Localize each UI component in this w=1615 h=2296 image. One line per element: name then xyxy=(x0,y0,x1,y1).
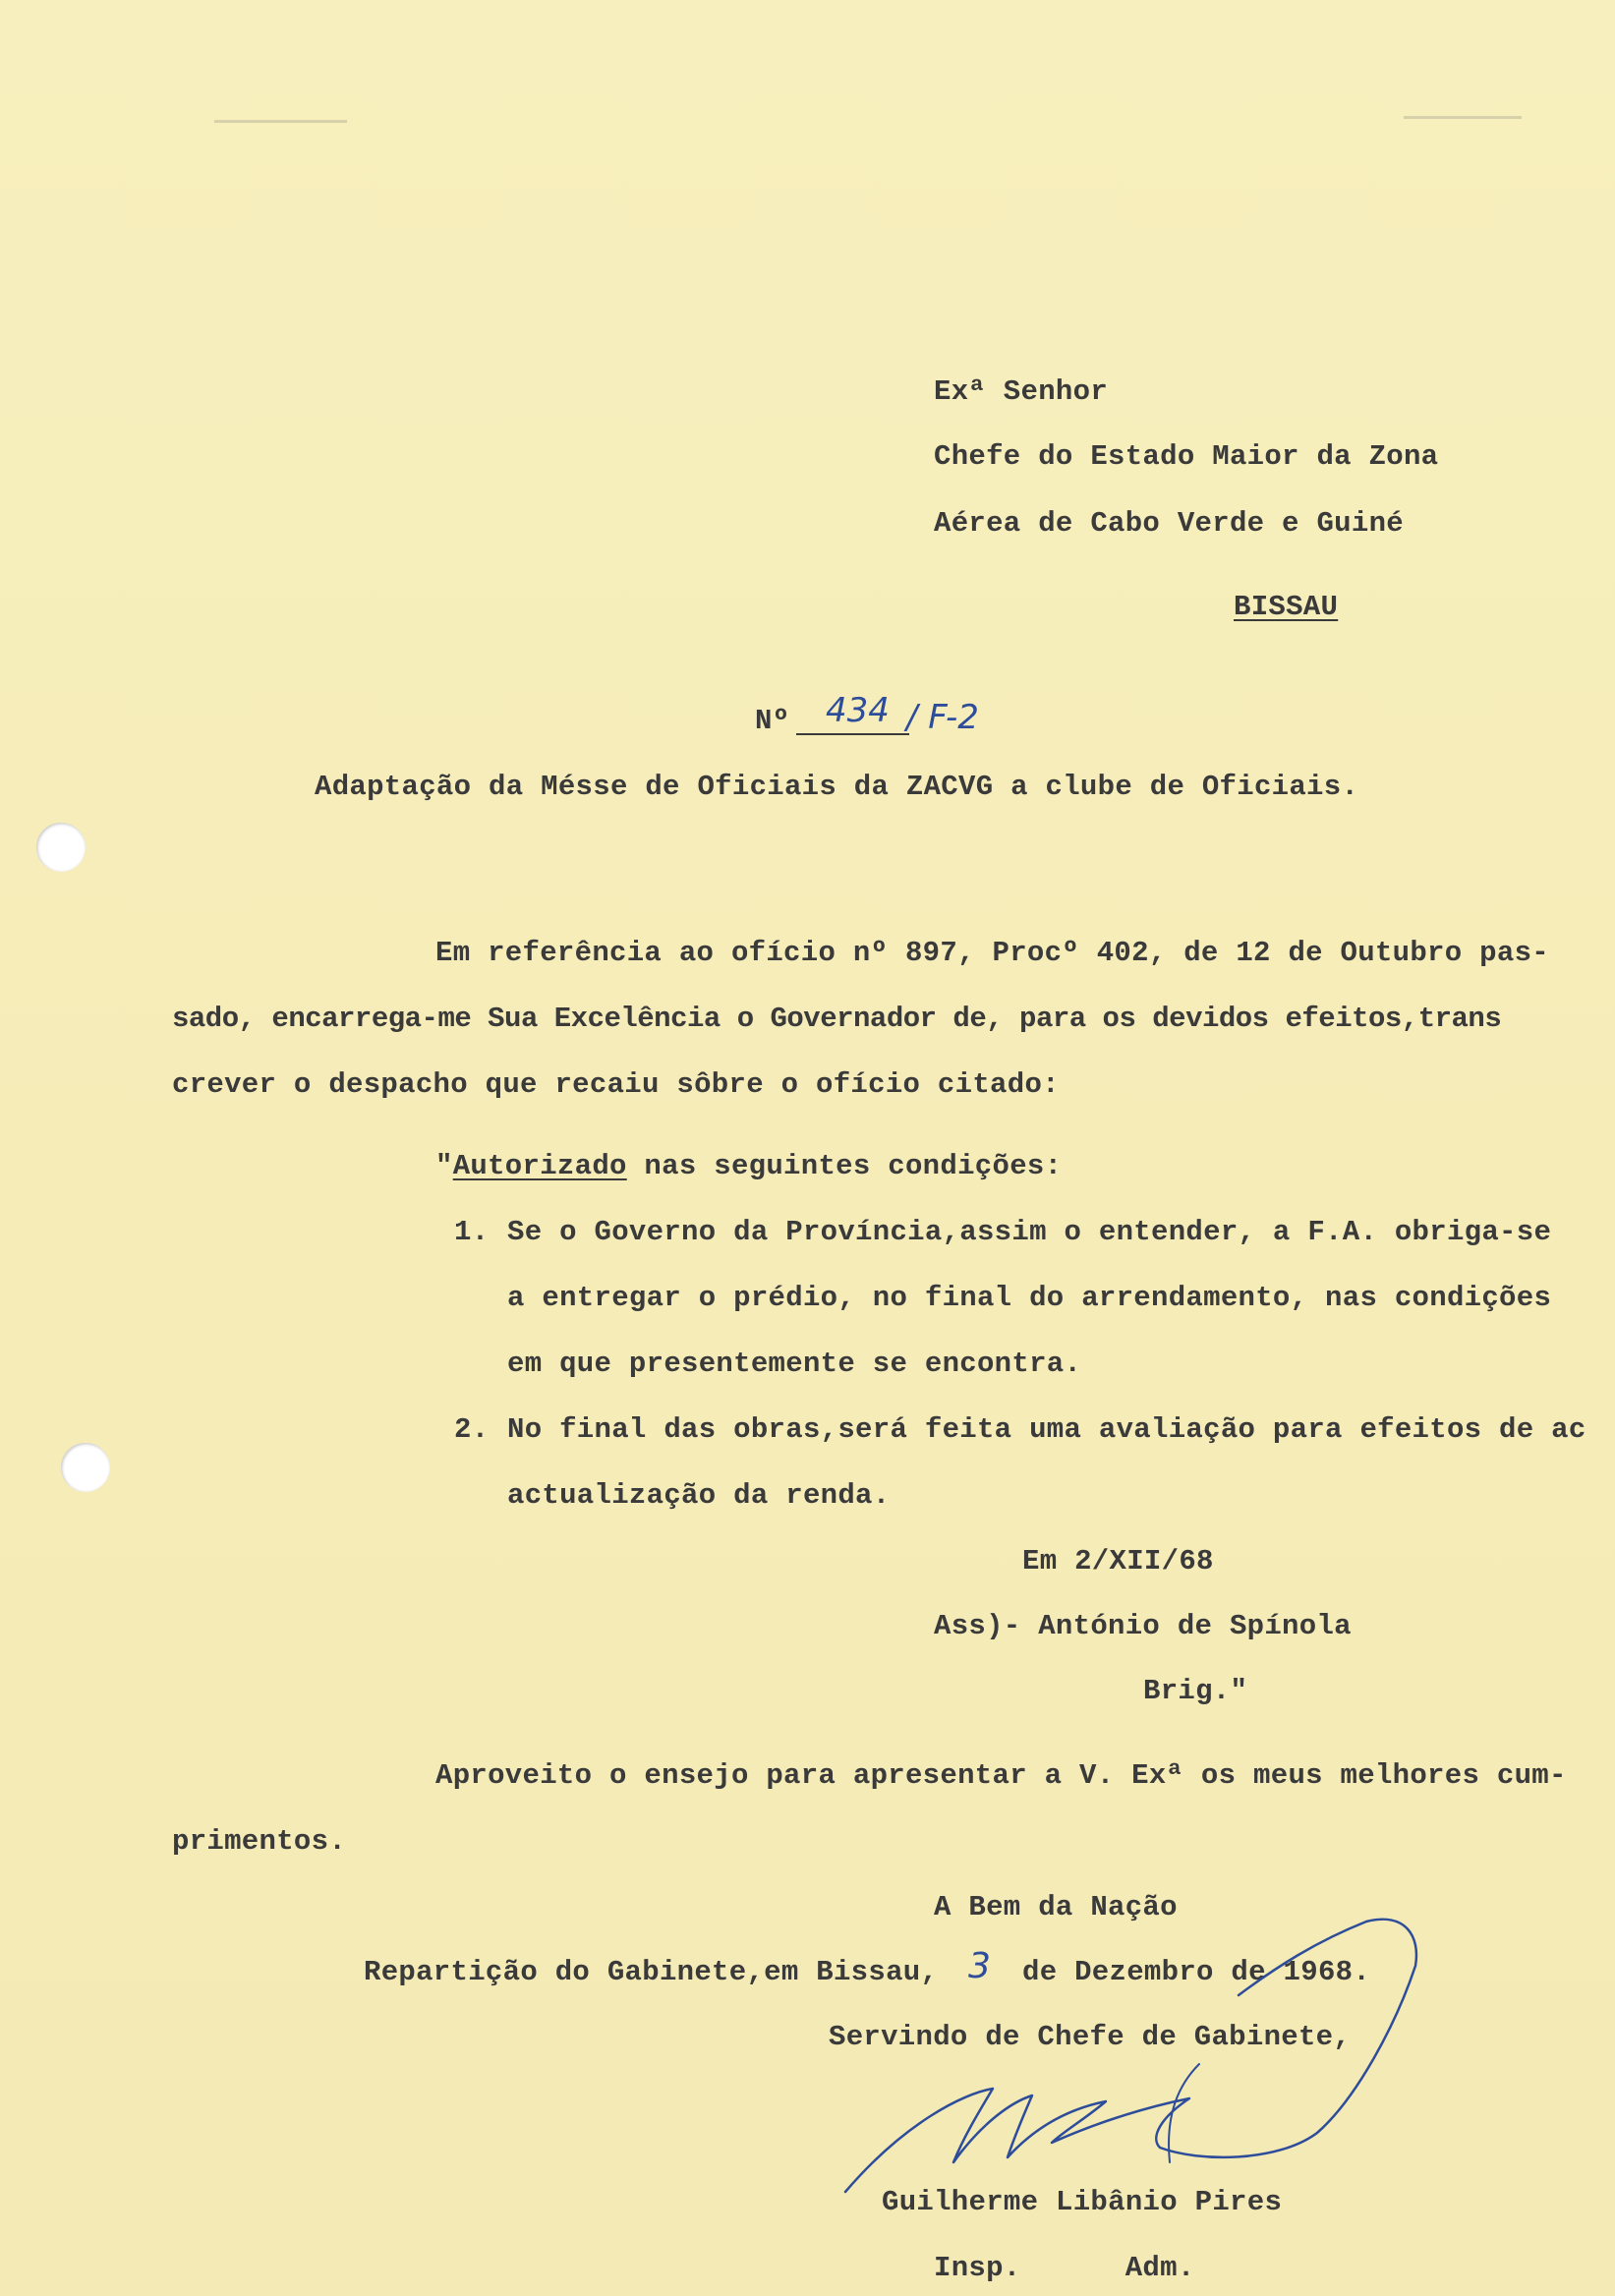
despacho-intro-rest: nas seguintes condições: xyxy=(626,1150,1063,1182)
despacho-date: Em 2/XII/68 xyxy=(1022,1545,1214,1578)
signer-name: Guilherme Libânio Pires xyxy=(882,2186,1283,2218)
paper-smudge xyxy=(214,120,347,123)
address-line-2: Aérea de Cabo Verde e Guiné xyxy=(934,507,1404,540)
item-2-line-2: actualização da renda. xyxy=(507,1479,891,1512)
item-1-line-1: Se o Governo da Província,assim o entender, a F.A. obriga-se xyxy=(507,1216,1552,1248)
closing-role: Servindo de Chefe de Gabinete, xyxy=(829,2021,1352,2053)
item-1-number: 1. xyxy=(454,1216,490,1248)
body-line-2: sado, encarrega-me Sua Excelência o Governador de, para os devidos efeitos,trans xyxy=(172,1003,1502,1035)
body-line-3: crever o despacho que recaiu sôbre o ofício citado: xyxy=(172,1068,1060,1101)
closing-day-handwritten: 3 xyxy=(968,1946,991,1986)
paper-smudge xyxy=(1404,116,1522,119)
despacho-signed: Ass)- António de Spínola xyxy=(934,1610,1352,1642)
despacho-rank: Brig." xyxy=(1143,1675,1248,1707)
body-line-1: Em referência ao ofício nº 897, Procº 402, de 12 de Outubro pas- xyxy=(435,937,1549,969)
authorized-word: Autorizado xyxy=(452,1150,627,1182)
reference-suffix-handwritten: / F-2 xyxy=(906,698,979,737)
signer-title: Insp. Adm. xyxy=(934,2252,1195,2284)
quote-open: " xyxy=(435,1150,453,1182)
address-city: BISSAU xyxy=(1234,591,1339,623)
closing-line-1: Aproveito o ensejo para apresentar a V. Exª os meus melhores cum- xyxy=(435,1759,1567,1792)
despacho-intro xyxy=(435,1150,1062,1183)
closing-place-suffix: de Dezembro de 1968. xyxy=(1022,1956,1371,1988)
reference-underline xyxy=(796,733,909,735)
reference-number-handwritten: 434 xyxy=(826,691,890,730)
reference-prefix: Nº xyxy=(755,705,790,737)
item-1-line-2: a entregar o prédio, no final do arrendamento, nas condições xyxy=(507,1282,1552,1314)
address-line-1: Chefe do Estado Maior da Zona xyxy=(934,440,1439,473)
punch-hole-bottom xyxy=(61,1443,110,1492)
closing-place-prefix: Repartição do Gabinete,em Bissau, xyxy=(364,1956,939,1988)
item-2-number: 2. xyxy=(454,1413,490,1446)
address-salutation: Exª Senhor xyxy=(934,375,1109,408)
subject-line: Adaptação da Mésse de Oficiais da ZACVG a clube de Oficiais. xyxy=(315,771,1359,803)
closing-line-2: primentos. xyxy=(172,1825,347,1858)
closing-motto: A Bem da Nação xyxy=(934,1891,1178,1923)
item-2-line-1: No final das obras,será feita uma avaliação para efeitos de ac xyxy=(507,1413,1586,1446)
punch-hole-top xyxy=(36,823,86,872)
item-1-line-3: em que presentemente se encontra. xyxy=(507,1348,1082,1380)
